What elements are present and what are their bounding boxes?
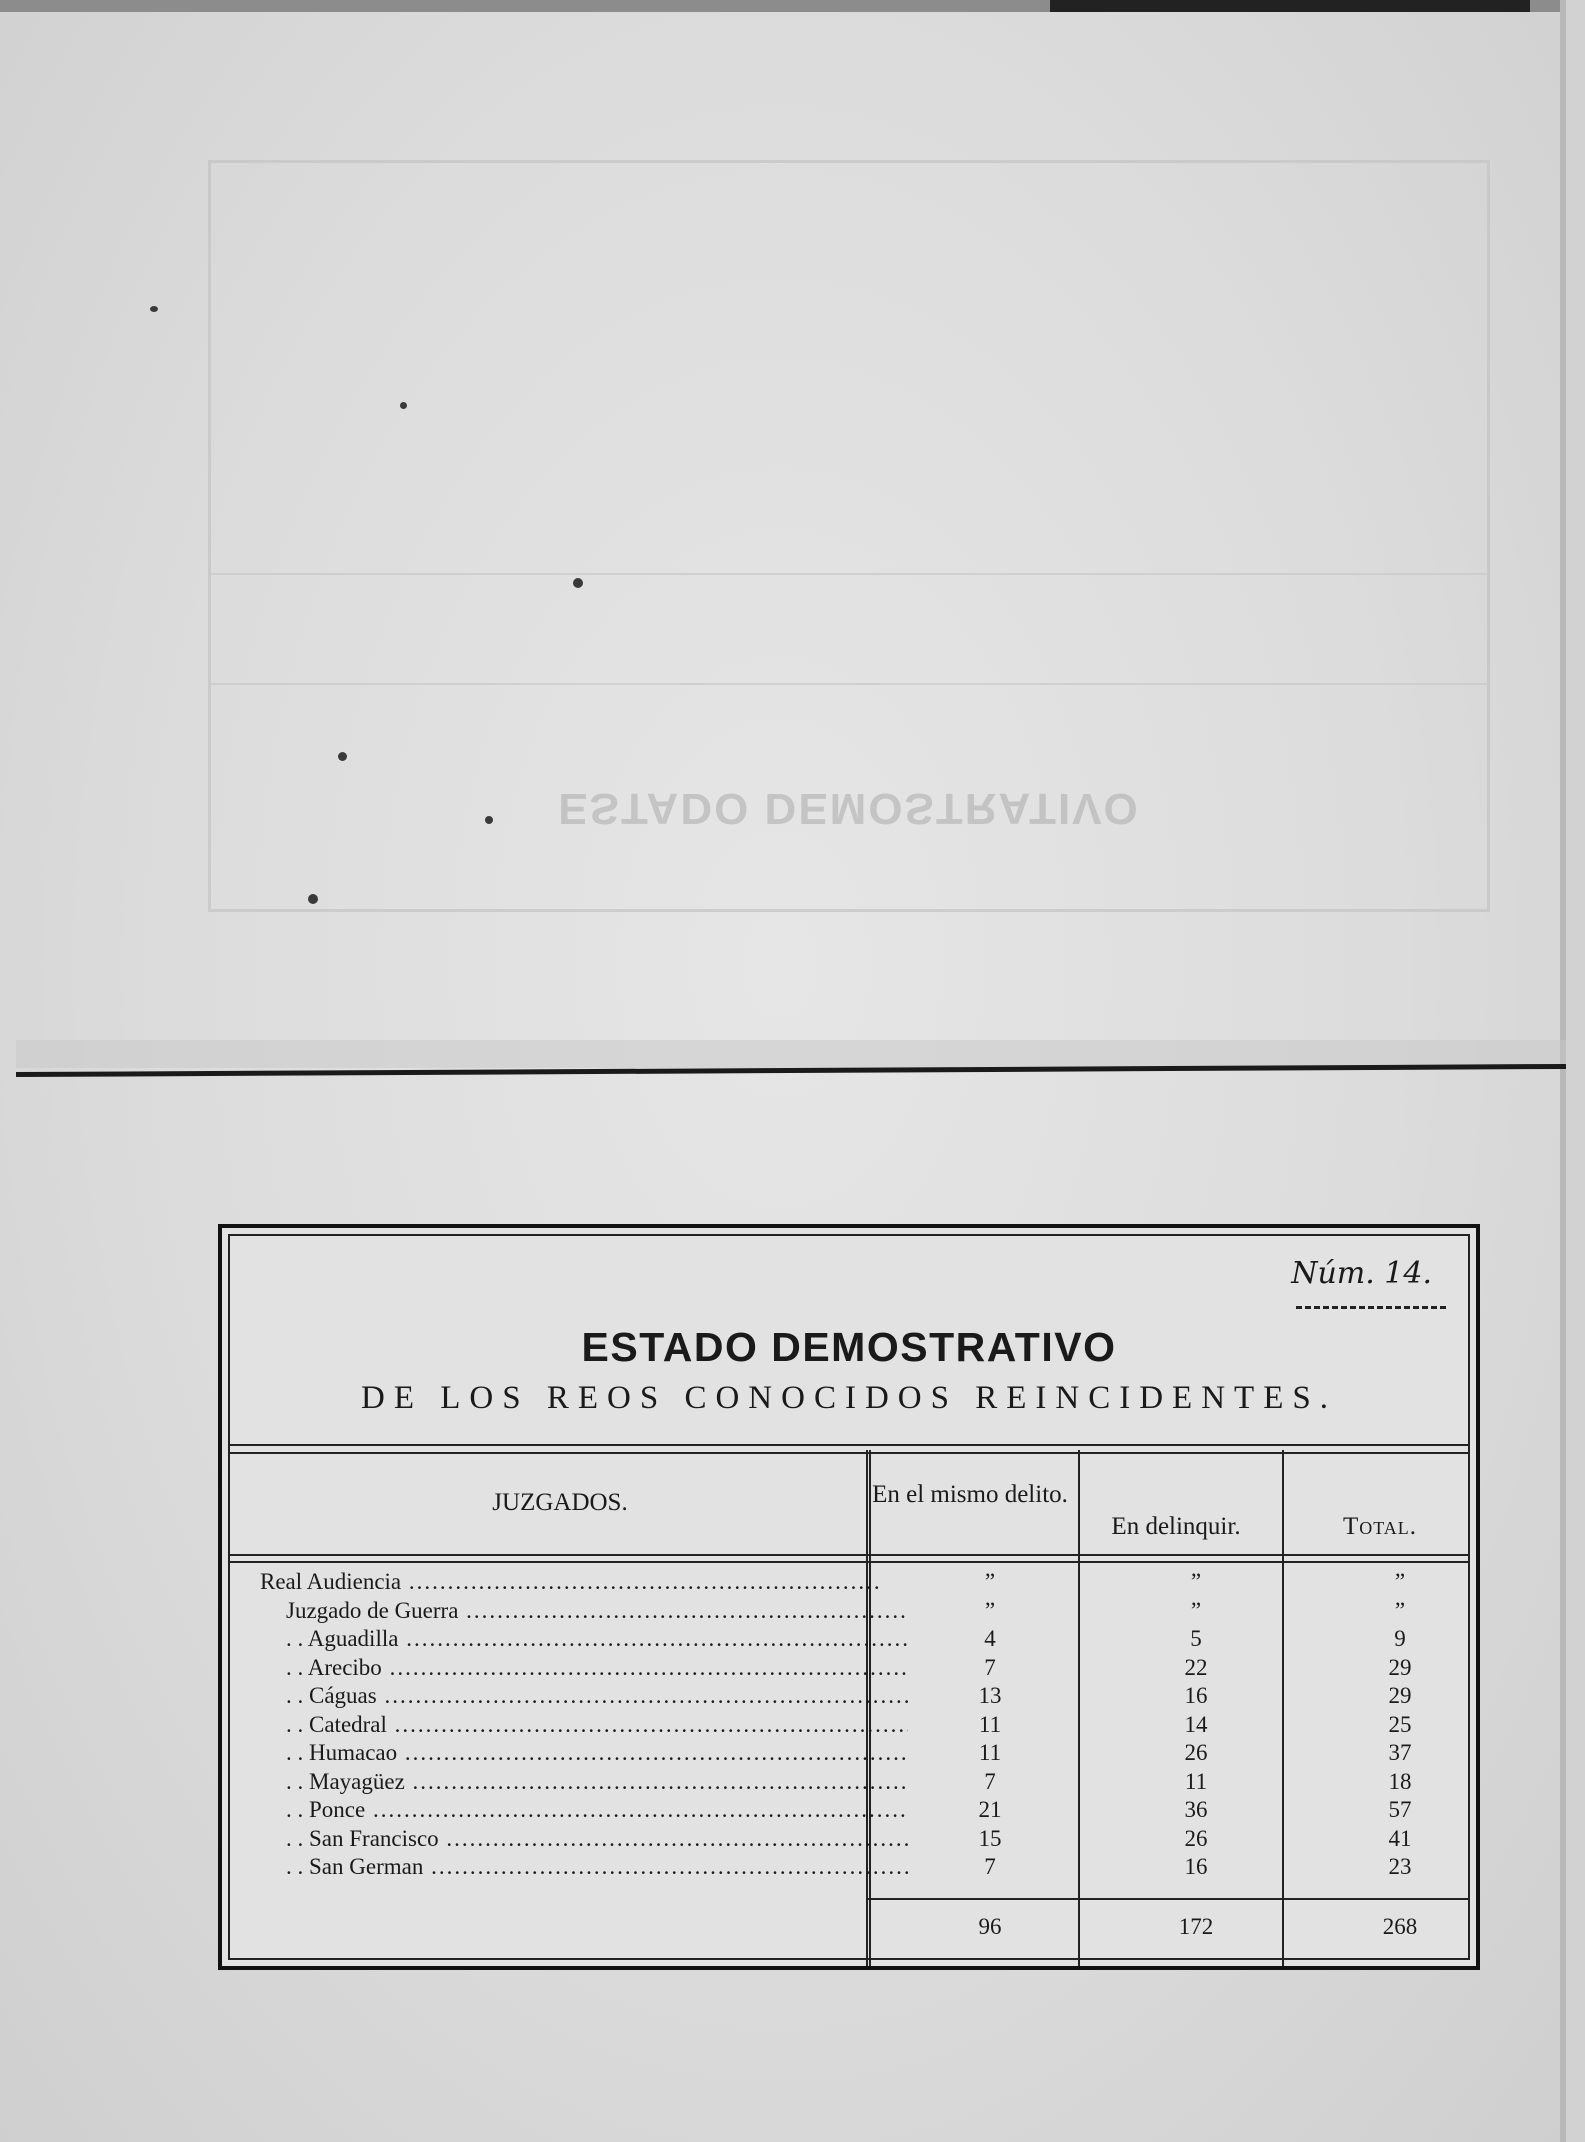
bleed-through-title: ESTADO DEMOSTRATIVO <box>558 784 1140 833</box>
table-row <box>230 1768 1468 1797</box>
cell-total: 23 <box>1388 1854 1412 1879</box>
ink-speck <box>400 402 407 409</box>
cell-delinquir: 16 <box>1184 1854 1208 1879</box>
cell-mismo-delito: ” <box>984 1569 996 1594</box>
cell-delinquir: 26 <box>1184 1825 1208 1851</box>
table-subtitle: DE LOS REOS CONOCIDOS REINCIDENTES. <box>361 1380 1337 1416</box>
cell-delinquir: ” <box>1190 1597 1202 1623</box>
row-prefix: . . <box>286 1854 309 1879</box>
total-delinquir: 172 <box>1178 1914 1214 1939</box>
cell-mismo-delito: 21 <box>978 1797 1002 1822</box>
table-row <box>230 1597 1468 1626</box>
row-label: Ponce <box>309 1797 366 1822</box>
ink-speck <box>150 306 158 312</box>
row-label: San German <box>309 1854 424 1879</box>
juzgado-name <box>286 1711 908 1740</box>
grand-total: 268 <box>1382 1914 1418 1939</box>
row-prefix: . . <box>286 1654 308 1680</box>
row-prefix: . . <box>286 1626 308 1651</box>
statistical-table-frame <box>218 1224 1480 1970</box>
table-row <box>230 1654 1468 1683</box>
table-row <box>230 1711 1468 1740</box>
bleed-through-frame <box>208 160 1490 912</box>
juzgado-name <box>286 1853 908 1882</box>
cell-total: 29 <box>1388 1654 1412 1680</box>
number-underline <box>1296 1306 1446 1309</box>
table-row <box>230 1853 1468 1882</box>
table-row <box>230 1625 1468 1654</box>
ink-speck <box>573 578 583 588</box>
cell-total: 9 <box>1394 1626 1406 1651</box>
cell-delinquir: ” <box>1190 1569 1202 1594</box>
cell-mismo-delito: 4 <box>984 1626 996 1651</box>
table-inner-border <box>228 1234 1470 1960</box>
row-label: San Francisco <box>309 1825 439 1851</box>
cell-mismo-delito: 7 <box>984 1854 996 1879</box>
ink-speck <box>338 752 347 761</box>
row-label: Humacao <box>309 1740 398 1765</box>
row-prefix: . . <box>286 1711 309 1737</box>
juzgado-name <box>286 1682 908 1711</box>
page-top-edge <box>0 0 1560 12</box>
cell-mismo-delito: 11 <box>978 1711 1002 1737</box>
row-label: Aguadilla <box>307 1626 399 1651</box>
ink-speck <box>308 894 318 904</box>
table-row <box>230 1739 1468 1768</box>
row-prefix: . . <box>286 1797 309 1822</box>
juzgado-name <box>286 1625 908 1654</box>
fold-shadow <box>16 1040 1566 1068</box>
row-label: Mayagüez <box>309 1768 405 1794</box>
table-number: Núm. 14. <box>1291 1256 1432 1291</box>
cell-total: 57 <box>1388 1797 1412 1822</box>
cell-delinquir: 14 <box>1184 1711 1208 1737</box>
cell-delinquir: 11 <box>1184 1768 1208 1794</box>
table-row <box>230 1825 1468 1854</box>
header-double-rule <box>230 1554 1468 1563</box>
cell-total: 18 <box>1388 1768 1412 1794</box>
cell-delinquir: 36 <box>1184 1797 1208 1822</box>
bleed-through-rule <box>211 683 1487 685</box>
cell-total: 29 <box>1388 1683 1412 1708</box>
cell-mismo-delito: 13 <box>978 1683 1002 1708</box>
cell-delinquir: 22 <box>1184 1654 1208 1680</box>
total-mismo-delito: 96 <box>978 1914 1002 1939</box>
table-row <box>230 1568 1468 1597</box>
header-total: Total. <box>1342 1513 1418 1540</box>
cell-total: 37 <box>1388 1740 1412 1765</box>
cell-delinquir: 5 <box>1190 1626 1202 1651</box>
row-prefix: . . <box>286 1825 309 1851</box>
juzgado-name <box>286 1654 908 1683</box>
row-prefix: . . <box>286 1683 309 1708</box>
cell-total: 25 <box>1388 1711 1412 1737</box>
juzgado-name <box>286 1768 908 1797</box>
table-title: ESTADO DEMOSTRATIVO <box>581 1324 1117 1370</box>
header-delinquir: En delinquir. <box>1111 1513 1241 1540</box>
row-label: Cáguas <box>309 1683 377 1708</box>
row-prefix: . . <box>286 1768 309 1794</box>
row-label: Catedral <box>309 1711 387 1737</box>
table-row <box>230 1796 1468 1825</box>
cell-total: 41 <box>1388 1825 1412 1851</box>
cell-mismo-delito: ” <box>984 1597 996 1623</box>
cell-total: ” <box>1394 1569 1406 1594</box>
cell-delinquir: 26 <box>1184 1740 1208 1765</box>
row-label: Arecibo <box>307 1654 382 1680</box>
cell-mismo-delito: 7 <box>984 1654 996 1680</box>
totals-row <box>230 1912 1468 1942</box>
cell-delinquir: 16 <box>1184 1683 1208 1708</box>
table-row <box>230 1682 1468 1711</box>
totals-rule <box>866 1898 1468 1900</box>
juzgado-name <box>286 1739 908 1768</box>
cell-total: ” <box>1394 1597 1406 1623</box>
cell-mismo-delito: 15 <box>978 1825 1002 1851</box>
header-juzgados: JUZGADOS. <box>492 1489 628 1516</box>
juzgado-name: Real Audiencia ..... <box>260 1568 882 1597</box>
cell-mismo-delito: 11 <box>978 1740 1002 1765</box>
row-prefix: . . <box>286 1740 309 1765</box>
cell-mismo-delito: 7 <box>984 1768 996 1794</box>
bleed-through-rule <box>211 573 1487 575</box>
juzgado-name <box>286 1796 908 1825</box>
ink-speck <box>485 816 493 824</box>
juzgado-name: Juzgado de Guerra ..... <box>286 1597 908 1626</box>
header-mismo-delito: En el mismo delito. <box>872 1481 1068 1508</box>
juzgado-name <box>286 1825 908 1854</box>
